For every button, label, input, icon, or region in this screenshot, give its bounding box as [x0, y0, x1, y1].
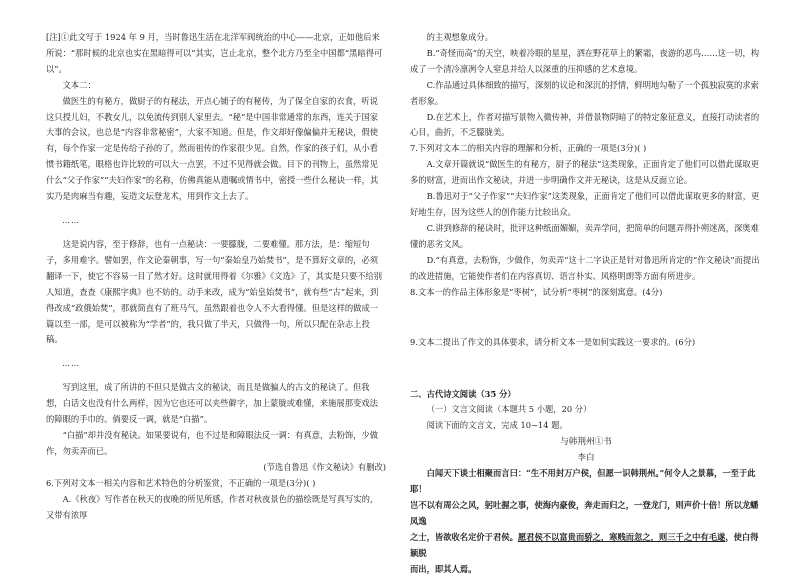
question-9: 9.文本二提出了作文的具体要求，请分析文本一是如何实践这一要求的。(6分) [410, 337, 696, 348]
passage-line-3-part-a: 之士，皆欲收名定价于君侯。 [410, 531, 518, 542]
question-7-option-d: D.“有真意，去粉饰，少做作，勿卖弄”这十二字诀正是针对鲁迅所肯定的“作文秘诀”而提出的改进措施，它能使作者们在内容真切、语言朴实、风格明朗等方面有所进步。 [410, 254, 760, 281]
passage-author: 李白 [577, 453, 595, 464]
text2-label: 文本二： [62, 79, 96, 90]
passage-line-3-part-c: ，使白得颖脱 [410, 531, 759, 558]
question-7-option-a: A.文章开篇就说“做医生的有秘方，厨子的秘法”这类现象，正面肯定了他们可以借此谋取更多的财富，进而出作文秘诀，并进一步明确作文并无秘诀，这是从反面立论。 [410, 159, 759, 186]
question-8: 8.文本一的作品主体形象是“枣树”，试分析“枣树”的深刻寓意。(4分) [410, 286, 663, 297]
subsection-1-heading: （一）文言文阅读（本题共 5 小题，20 分） [426, 404, 592, 415]
question-6-option-d: D.在艺术上，作者对描写景物入微传神，并借景物阴暗了的特定象征意义，直接打动读者的心目，曲折，不乏朦胧美。 [410, 111, 760, 138]
passage-line-3 [410, 530, 762, 562]
question-7-option-c: C.讲到修辞的秘诀时，批评这种纸面媚媚，卖弄学问，把简单的问题弄得扑朔迷离，深奥难懂的恶劣文风。 [410, 222, 759, 249]
question-7-option-b: B.鲁迅对于“父子作家”“夫妇作家”这类现象，正面肯定了他们可以借此谋取更多的财富，更好地生存，因为这些人的创作能力比较出众。 [410, 191, 760, 217]
question-6-option-a-cont: 的主观想象成分。 [426, 32, 493, 42]
question-7: 7.下列对文本二的相关内容的理解和分析，正确的一项是(3分)( ) [410, 143, 647, 154]
passage-title: 与韩荆州①书 [560, 437, 612, 448]
text2-paragraph-3: 写到这里，成了所讲的不但只是做古文的秘诀，而且是做骗人的古文的秘诀了。但我想，白话文也没有什么两样，因为它也还可以夹些僻字，加上蒙胧或难懂，来施展那变戏法的障眼的手巾的。倘要反一调，就是“白描”。 [46, 382, 378, 425]
question-6-option-c: C.作品通过具体细致的描写，深刻的议论和深沉的抒情，鲜明地勾勒了一个孤独寂寞的求索者形象。 [410, 79, 759, 106]
right-column [410, 30, 762, 577]
passage-line-1: 白闻天下谈士相聚而言曰：“生不用封万户侯，但愿一识韩荆州。”何令人之景慕，一至于此耶！ [410, 468, 756, 495]
text2-paragraph-2: 这是说内容，至于修辞，也有一点秘诀：一要朦胧，二要难懂。那方法，是：缩短句子，多用难字。譬如罢，作文论秦朝事，写一句“秦始皇乃始焚书”，是不算好文章的，必须翻译一下，使它不容易一目了然才好。这时就用得着《尔雅》《文选》了，其实是只要不给别人知道，查查《康熙字典》也不妨的。动手来改，成为“始皇始焚书”，就有些“古”起来，到得改成“政俄始焚”，那就简直有了班马气，虽然跟着也令人不大看得懂。但是这样的做成一篇以至一部，是可以被称为“学者”的，我只做了半天，只做得一句，所以只配在杂志上投稿。 [46, 238, 383, 345]
passage-line-4: 而出，即其人焉。 [410, 563, 477, 574]
passage-underlined-sentence: 愿君侯不以富贵而骄之，寒贱而忽之，则三千之中有毛遂 [517, 531, 726, 542]
reading-instruction: 阅读下面的文言文，完成 10~14 题。 [426, 420, 568, 431]
left-column [46, 30, 386, 523]
ellipsis-1: …… [62, 215, 80, 225]
section-2-heading: 二、古代诗文阅读（35 分） [410, 389, 516, 400]
question-6-option-b: B.“奇怪而高”的天空，映着冷眼的星星，洒在野花草上的繁霜，夜游的恶鸟……这一切，构成了一个清冷凛冽令人窒息并给人以深重的压抑感的艺术意境。 [410, 47, 760, 74]
text2-source: (节选自鲁迅《作文秘诀》有删改) [263, 461, 386, 472]
text2-paragraph-1: 做医生的有秘方，做厨子的有秘法，开点心铺子的有秘传，为了保全自家的衣食，听说这只授儿妇，不教女儿，以免流传到别人家里去。“秘”是中国非常通常的东西，连关于国家大事的会议，也总是“内容非常秘密”，大家不知道。但是，作文却好像偏偏并无秘诀，假使有，每个作家一定是传给子孙的了，然而祖传的作家很少见。自然，作家的孩子们，从小看惯书籍纸笔，眼格也许比较的可以大一点罢，不过不见得就会做。目下的刊物上，虽然常见什么“父子作家”“夫妇作家”的名称，仿佛真能从遗嘱或情书中，密授一些什么秘诀一样，其实乃是肉麻当有趣，妄造文坛登龙术，用到作文上去了。 [46, 95, 379, 202]
passage-line-2: 岂不以有周公之风，躬吐握之事，使海内豪俊，奔走而归之，一登龙门，则声价十倍！所以龙蟠凤逸 [410, 499, 759, 526]
question-6-option-a: A.《秋夜》写作者在秋天的夜晚的所见所感，作者对秋夜景色的描绘既是写真写实的，又带有浓厚 [46, 493, 379, 520]
ellipsis-2: …… [62, 359, 80, 369]
text1-footnote: [注]①此文写于 1924 年 9 月，当时鲁迅生活在北洋军阀统治的中心——北京，正如他后来所说：“那时候的北京也实在黑暗得可以”其实，岂止北京，整个北方乃至全中国都“黑暗得可以”。 [46, 32, 383, 74]
question-6: 6.下列对文本一相关内容和艺术特色的分析鉴赏，不正确的一项是(3分)( ) [46, 477, 316, 488]
text2-paragraph-4: “白描”却并没有秘诀。如果要说有，也不过是和障眼法反一调：有真意，去粉饰，少做作，勿卖弄而已。 [46, 430, 379, 456]
